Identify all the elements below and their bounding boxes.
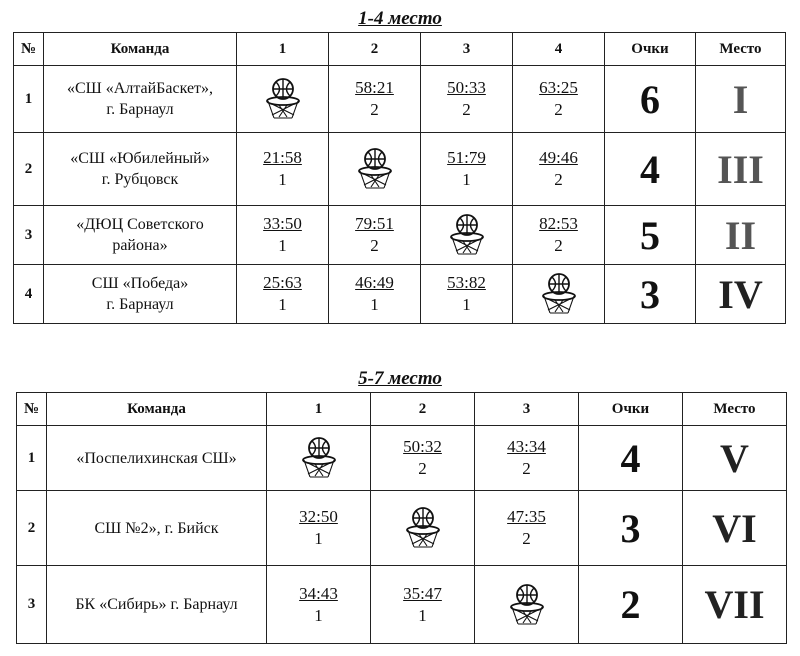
team-name-line: «ДЮЦ Советского [76,216,204,233]
team-name-line: СШ «Победа» [91,275,189,292]
game-score: 49:46 [539,148,578,167]
game-score: 34:43 [299,583,338,603]
game-points: 1 [418,605,427,625]
game-points: 1 [462,170,471,189]
row-number: 3 [17,566,47,644]
game-result-cell [475,491,579,566]
row-number: 1 [14,66,44,133]
game-score: 51:79 [447,148,486,167]
final-place: VI [683,491,787,566]
game-result-cell [421,133,513,206]
game-points: 1 [278,295,287,314]
row-number: 2 [14,133,44,206]
col-header-3: 3 [475,393,579,426]
game-result-cell [371,426,475,491]
table-row [17,491,787,566]
team-name [44,265,237,324]
team-name [44,206,237,265]
col-header-points: Очки [605,33,696,66]
team-name [44,133,237,206]
team-name-line: «Поспелихинская СШ» [76,449,237,467]
table-row [14,133,786,206]
table-row [14,66,786,133]
total-points: 5 [605,206,696,265]
row-number: 1 [17,426,47,491]
game-result-cell [513,66,605,133]
row-number: 2 [17,491,47,566]
game-points: 1 [370,295,379,314]
total-points: 6 [605,66,696,133]
game-points: 2 [554,170,563,189]
game-score: 63:25 [539,78,578,97]
col-header-place: Место [696,33,786,66]
col-header-2: 2 [371,393,475,426]
game-score: 79:51 [355,214,394,233]
game-score: 35:47 [403,583,442,603]
basketball-icon [513,265,605,324]
game-score: 53:82 [447,273,486,292]
total-points: 4 [579,426,683,491]
game-score: 50:33 [447,78,486,97]
total-points: 2 [579,566,683,644]
final-place: VII [683,566,787,644]
game-score: 50:32 [403,437,442,456]
basketball-icon [237,66,329,133]
team-name [47,426,267,491]
col-header-1: 1 [267,393,371,426]
game-result-cell [267,566,371,644]
col-header-place: Место [683,393,787,426]
game-score: 47:35 [507,507,546,526]
col-header-team: Команда [44,33,237,66]
total-points: 4 [605,133,696,206]
game-points: 2 [554,100,563,119]
game-result-cell [421,66,513,133]
game-points: 1 [314,605,323,625]
col-header-3: 3 [421,33,513,66]
game-score: 58:21 [355,78,394,97]
game-points: 2 [554,236,563,255]
col-header-4: 4 [513,33,605,66]
game-score: 82:53 [539,214,578,233]
table-row [17,426,787,491]
game-points: 2 [370,236,379,255]
col-header-number: № [17,393,47,426]
col-header-2: 2 [329,33,421,66]
team-name [47,491,267,566]
game-points: 1 [278,236,287,255]
team-name [47,566,267,644]
final-place: III [696,133,786,206]
game-points: 1 [278,170,287,189]
game-result-cell [475,426,579,491]
game-result-cell [329,66,421,133]
table-row [14,206,786,265]
team-name-line: г. Барнаул [106,296,174,313]
team-name-line: БК «Сибирь» г. Барнаул [75,596,238,613]
total-points: 3 [579,491,683,566]
game-points: 2 [522,529,531,548]
game-score: 43:34 [507,437,546,456]
team-name-line: СШ №2», г. Бийск [94,519,219,537]
game-score: 32:50 [299,507,338,526]
row-number: 4 [14,265,44,324]
game-points: 2 [370,100,379,119]
final-place: IV [696,265,786,324]
game-result-cell [371,566,475,644]
basketball-icon [329,133,421,206]
team-name-line: района» [112,237,168,254]
game-score: 33:50 [263,214,302,233]
game-points: 2 [418,459,427,478]
total-points: 3 [605,265,696,324]
basketball-icon [267,426,371,491]
team-name-line: г. Рубцовск [101,171,179,188]
row-number: 3 [14,206,44,265]
col-header-number: № [14,33,44,66]
game-points: 2 [522,459,531,478]
game-score: 25:63 [263,273,302,292]
team-name-line: «СШ «Юбилейный» [70,150,210,167]
basketball-icon [475,566,579,644]
final-place: V [683,426,787,491]
team-name-line: г. Барнаул [106,101,174,118]
col-header-team: Команда [47,393,267,426]
standings-table-1-4 [13,32,786,324]
table-row [17,566,787,644]
game-result-cell [329,265,421,324]
table2-title: 5-7 место [358,368,442,389]
standings-table-5-7 [16,392,787,644]
game-points: 2 [462,100,471,119]
table-row [14,265,786,324]
game-score: 21:58 [263,148,302,167]
game-points: 1 [314,529,323,548]
game-result-cell [237,133,329,206]
col-header-points: Очки [579,393,683,426]
game-result-cell [513,206,605,265]
game-result-cell [267,491,371,566]
team-name-line: «СШ «АлтайБаскет», [66,80,214,97]
game-result-cell [237,206,329,265]
col-header-1: 1 [237,33,329,66]
game-result-cell [329,206,421,265]
final-place: I [696,66,786,133]
game-result-cell [513,133,605,206]
team-name [44,66,237,133]
game-result-cell [421,265,513,324]
basketball-icon [371,491,475,566]
game-points: 1 [462,295,471,314]
game-score: 46:49 [355,273,394,292]
table1-title: 1-4 место [358,8,442,29]
basketball-icon [421,206,513,265]
final-place: II [696,206,786,265]
game-result-cell [237,265,329,324]
